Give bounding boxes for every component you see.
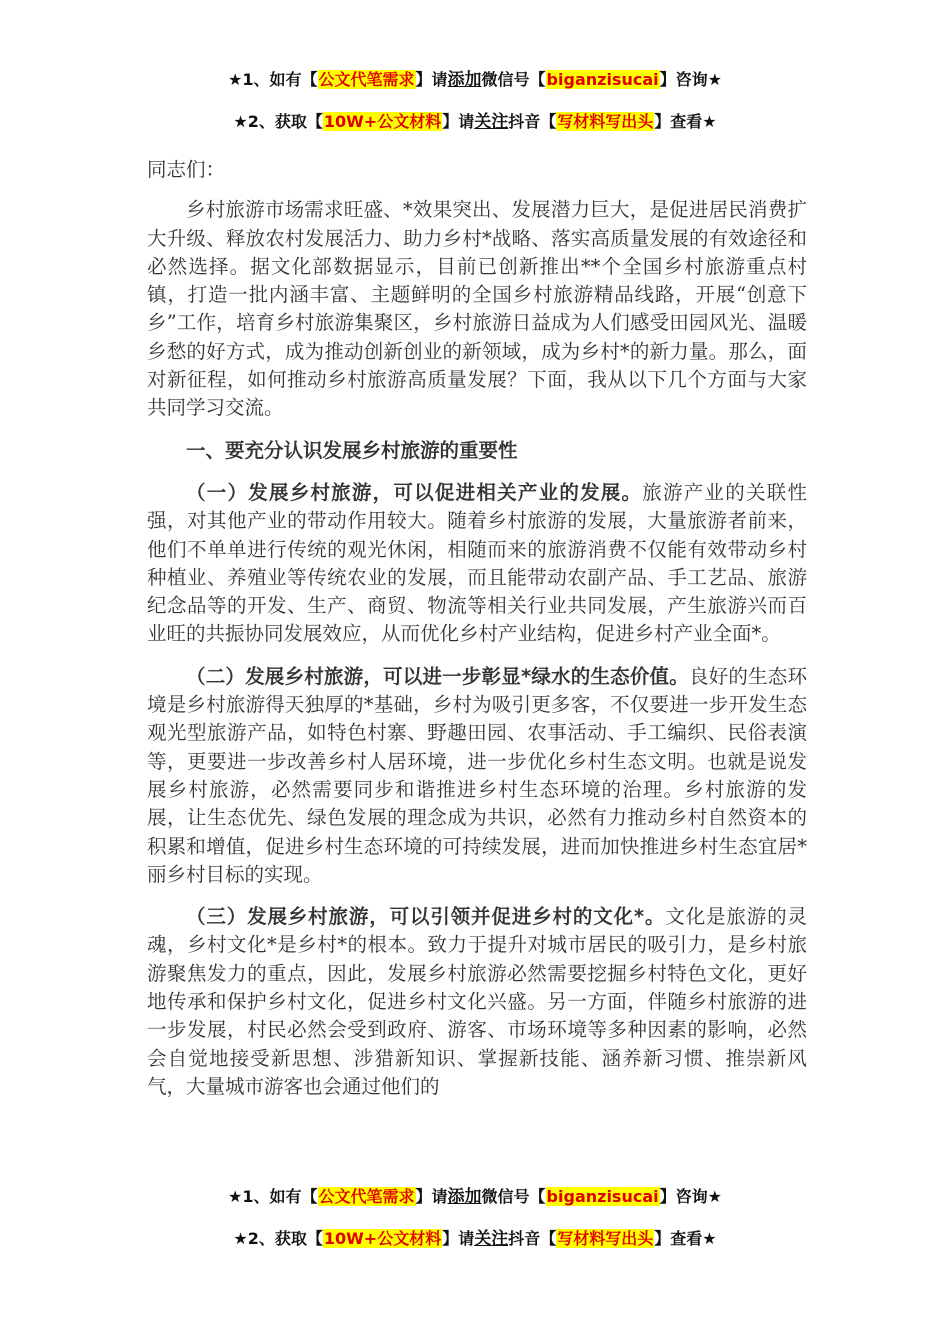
banner-text: 】请 <box>442 1229 475 1248</box>
point-paragraph-1 <box>147 479 807 649</box>
banner-text: 微信号【 <box>481 1187 546 1206</box>
point-text: 旅游产业的关联性强，对其他产业的带动作用较大。随着乡村旅游的发展，大量旅游者前来，他们不单单进行传统的观光休闲，相随而来的旅游消费不仅能有效带动乡村种植业、养殖业等传统农业的发展，而且能带动农副产品、手工艺品、旅游纪念品等的开发、生产、商贸、物流等相关行业共同发展，产生旅游兴而百业旺的共振协同发展效应，从而优化乡村产业结构，促进乡村产业全面*。 <box>147 480 807 646</box>
point-heading: （二）发展乡村旅游，可以进一步彰显*绿水的生态价值。 <box>186 664 689 688</box>
highlight-wechat-id: biganzisucai <box>546 1187 659 1206</box>
underlined-action: 关注 <box>474 1229 509 1249</box>
highlight-materials: 10W+公文材料 <box>323 112 442 131</box>
banner-suffix: 】查看★ <box>654 112 717 131</box>
document-body <box>147 156 807 1115</box>
bottom-banner-line-2 <box>0 1228 950 1250</box>
banner-text: 抖音【 <box>508 1229 557 1248</box>
highlight-douyin-account: 写材料写出头 <box>557 112 654 131</box>
point-heading: （三）发展乡村旅游，可以引领并促进乡村的文化*。 <box>186 905 666 929</box>
highlight-materials: 10W+公文材料 <box>323 1229 442 1248</box>
banner-prefix: ★2、获取【 <box>233 1229 323 1248</box>
salutation: 同志们： <box>147 158 226 181</box>
top-banner-line-2 <box>0 111 950 133</box>
highlight-wechat-id: biganzisucai <box>546 70 659 89</box>
banner-prefix: ★1、如有【 <box>228 70 318 89</box>
banner-prefix: ★2、获取【 <box>233 112 323 131</box>
point-paragraph-3 <box>147 903 807 1101</box>
banner-prefix: ★1、如有【 <box>228 1187 318 1206</box>
banner-text: 】请 <box>415 70 448 89</box>
banner-suffix: 】咨询★ <box>659 70 722 89</box>
bottom-banner-line-1 <box>0 1186 950 1208</box>
banner-text: 微信号【 <box>481 70 546 89</box>
point-paragraph-2 <box>147 663 807 889</box>
point-text: 文化是旅游的灵魂，乡村文化*是乡村*的根本。致力于提升对城市居民的吸引力，是乡村旅游聚焦发力的重点，因此，发展乡村旅游必然需要挖掘乡村特色文化，更好地传承和保护乡村文化，促进乡村文化兴盛。另一方面，伴随乡村旅游的进一步发展，村民必然会受到政府、游客、市场环境等多种因素的影响，必然会自觉地接受新思想、涉猎新知识、掌握新技能、涵养新习惯、推崇新风气，大量城市游客也会通过他们的 <box>147 905 807 1098</box>
intro-paragraph: 乡村旅游市场需求旺盛、*效果突出、发展潜力巨大，是促进居民消费扩大升级、释放农村发展活力、助力乡村*战略、落实高质量发展的有效途径和必然选择。据文化部数据显示，目前已创新推出**个全国乡村旅游重点村镇，打造一批内涵丰富、主题鲜明的全国乡村旅游精品线路，开展“创意下乡”工作，培育乡村旅游集聚区，乡村旅游日益成为人们感受田园风光、温暖乡愁的好方式，成为推动创新创业的新领域，成为乡村*的新力量。那么，面对新征程，如何推动乡村旅游高质量发展？下面，我从以下几个方面与大家共同学习交流。 <box>147 198 807 420</box>
point-heading: （一）发展乡村旅游，可以促进相关产业的发展。 <box>186 480 643 504</box>
banner-suffix: 】查看★ <box>654 1229 717 1248</box>
section-heading: 一、要充分认识发展乡村旅游的重要性 <box>186 438 518 462</box>
banner-text: 】请 <box>442 112 475 131</box>
banner-suffix: 】咨询★ <box>659 1187 722 1206</box>
highlight-service: 公文代笔需求 <box>318 1187 415 1206</box>
banner-text: 】请 <box>415 1187 448 1206</box>
underlined-action: 添加 <box>447 1187 482 1207</box>
underlined-action: 添加 <box>447 70 482 90</box>
highlight-service: 公文代笔需求 <box>318 70 415 89</box>
underlined-action: 关注 <box>474 112 509 132</box>
point-text: 良好的生态环境是乡村旅游得天独厚的*基础，乡村为吸引更多客，不仅要进一步开发生态观光型旅游产品，如特色村寨、野趣田园、农事活动、手工编织、民俗表演等，更要进一步改善乡村人居环境，进一步优化乡村生态文明。也就是说发展乡村旅游，必然需要同步和谐推进乡村生态环境的治理。乡村旅游的发展，让生态优先、绿色发展的理念成为共识，必然有力推动乡村自然资本的积累和增值，促进乡村生态环境的可持续发展，进而加快推进乡村生态宜居*丽乡村目标的实现。 <box>147 664 807 886</box>
banner-text: 抖音【 <box>508 112 557 131</box>
top-banner-line-1 <box>0 69 950 91</box>
highlight-douyin-account: 写材料写出头 <box>557 1229 654 1248</box>
